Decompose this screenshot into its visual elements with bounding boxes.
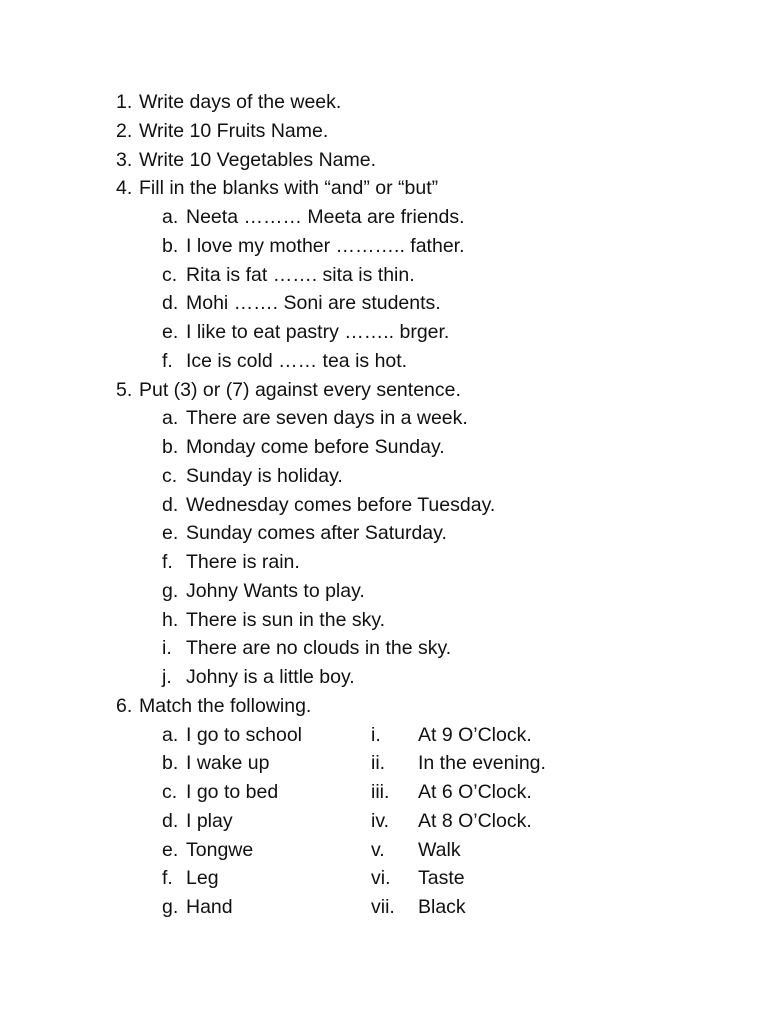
item-text: Ice is cold …… tea is hot. <box>186 349 408 372</box>
question-number: 3. <box>116 148 133 171</box>
item-letter: b. <box>162 436 179 458</box>
item-letter: e. <box>162 522 179 545</box>
question-number: 1. <box>116 91 133 113</box>
item-text: Johny Wants to play. <box>186 579 365 602</box>
item-text: I love my mother ……….. father. <box>186 234 465 257</box>
question-2 <box>116 117 736 146</box>
worksheet <box>116 88 736 922</box>
item-text: Sunday comes after Saturday. <box>186 522 447 545</box>
question-text: Put (3) or (7) against every sentence. <box>139 378 461 401</box>
item-letter: g. <box>162 896 179 918</box>
question-number: 2. <box>116 119 133 142</box>
list-item <box>116 404 736 433</box>
match-roman-numeral: vii. <box>371 896 395 918</box>
list-item <box>116 606 736 635</box>
list-item <box>116 203 736 232</box>
list-item <box>116 318 736 347</box>
item-letter: b. <box>162 752 179 775</box>
item-letter: e. <box>162 321 179 343</box>
item-letter: i. <box>162 637 172 660</box>
question-number: 6. <box>116 694 133 717</box>
match-roman-numeral: iii. <box>371 781 390 803</box>
match-right-text: Black <box>418 896 466 918</box>
item-text: There are no clouds in the sky. <box>186 637 452 660</box>
list-item <box>116 491 736 520</box>
match-left-text: I wake up <box>186 752 270 775</box>
match-right-text: At 6 O’Clock. <box>418 781 532 803</box>
match-right-text: At 9 O’Clock. <box>418 723 532 746</box>
item-letter: a. <box>162 723 179 746</box>
item-letter: f. <box>162 551 173 573</box>
list-item <box>116 433 736 462</box>
item-text: I like to eat pastry …….. brger. <box>186 321 450 343</box>
match-row <box>116 778 736 807</box>
item-letter: c. <box>162 464 178 487</box>
item-text: Wednesday comes before Tuesday. <box>186 493 496 516</box>
match-roman-numeral: ii. <box>371 752 386 775</box>
item-letter: c. <box>162 781 178 803</box>
match-row <box>116 749 736 778</box>
match-row <box>116 807 736 836</box>
item-text: Neeta ……… Meeta are friends. <box>186 206 465 228</box>
match-row <box>116 836 736 865</box>
list-item <box>116 577 736 606</box>
question-4 <box>116 174 736 203</box>
match-row <box>116 893 736 922</box>
match-right-text: Taste <box>418 867 465 890</box>
question-number: 5. <box>116 378 133 401</box>
match-row <box>116 721 736 750</box>
question-text: Write 10 Vegetables Name. <box>139 148 377 171</box>
question-5 <box>116 376 736 405</box>
question-text: Match the following. <box>139 694 312 717</box>
match-right-text: Walk <box>418 838 461 861</box>
question-text: Fill in the blanks with “and” or “but” <box>139 177 439 200</box>
item-letter: j. <box>162 666 172 688</box>
item-letter: g. <box>162 579 179 602</box>
match-left-text: I go to school <box>186 723 302 746</box>
list-item <box>116 548 736 577</box>
list-item <box>116 663 736 692</box>
match-row <box>116 864 736 893</box>
list-item <box>116 261 736 290</box>
match-left-text: Leg <box>186 867 219 890</box>
list-item <box>116 347 736 376</box>
item-letter: h. <box>162 608 179 631</box>
list-item <box>116 232 736 261</box>
item-letter: f. <box>162 867 173 890</box>
item-letter: a. <box>162 206 179 228</box>
match-roman-numeral: i. <box>371 723 381 746</box>
match-left-text: I play <box>186 809 233 832</box>
match-roman-numeral: iv. <box>371 809 390 832</box>
match-left-text: Hand <box>186 896 233 918</box>
match-roman-numeral: vi. <box>371 867 391 890</box>
question-text: Write days of the week. <box>139 91 342 113</box>
match-left-text: I go to bed <box>186 781 279 803</box>
question-1 <box>116 88 736 117</box>
item-letter: d. <box>162 493 179 516</box>
question-number: 4. <box>116 177 133 200</box>
item-text: Sunday is holiday. <box>186 464 343 487</box>
item-letter: b. <box>162 234 179 257</box>
item-letter: d. <box>162 292 179 315</box>
item-text: Rita is fat ……. sita is thin. <box>186 263 415 286</box>
item-letter: e. <box>162 838 179 861</box>
question-text: Write 10 Fruits Name. <box>139 119 329 142</box>
list-item <box>116 462 736 491</box>
item-letter: a. <box>162 407 179 430</box>
item-letter: c. <box>162 263 178 286</box>
question-3 <box>116 146 736 175</box>
match-right-text: In the evening. <box>418 752 546 775</box>
item-letter: d. <box>162 809 179 832</box>
item-text: Johny is a little boy. <box>186 666 355 688</box>
item-text: Monday come before Sunday. <box>186 436 445 458</box>
list-item <box>116 519 736 548</box>
match-roman-numeral: v. <box>371 838 385 861</box>
list-item <box>116 289 736 318</box>
match-left-text: Tongwe <box>186 838 254 861</box>
item-text: Mohi ……. Soni are students. <box>186 292 441 315</box>
item-letter: f. <box>162 349 173 372</box>
item-text: There is rain. <box>186 551 300 573</box>
list-item <box>116 634 736 663</box>
question-6 <box>116 692 736 721</box>
item-text: There is sun in the sky. <box>186 608 386 631</box>
match-right-text: At 8 O’Clock. <box>418 809 532 832</box>
item-text: There are seven days in a week. <box>186 407 468 430</box>
